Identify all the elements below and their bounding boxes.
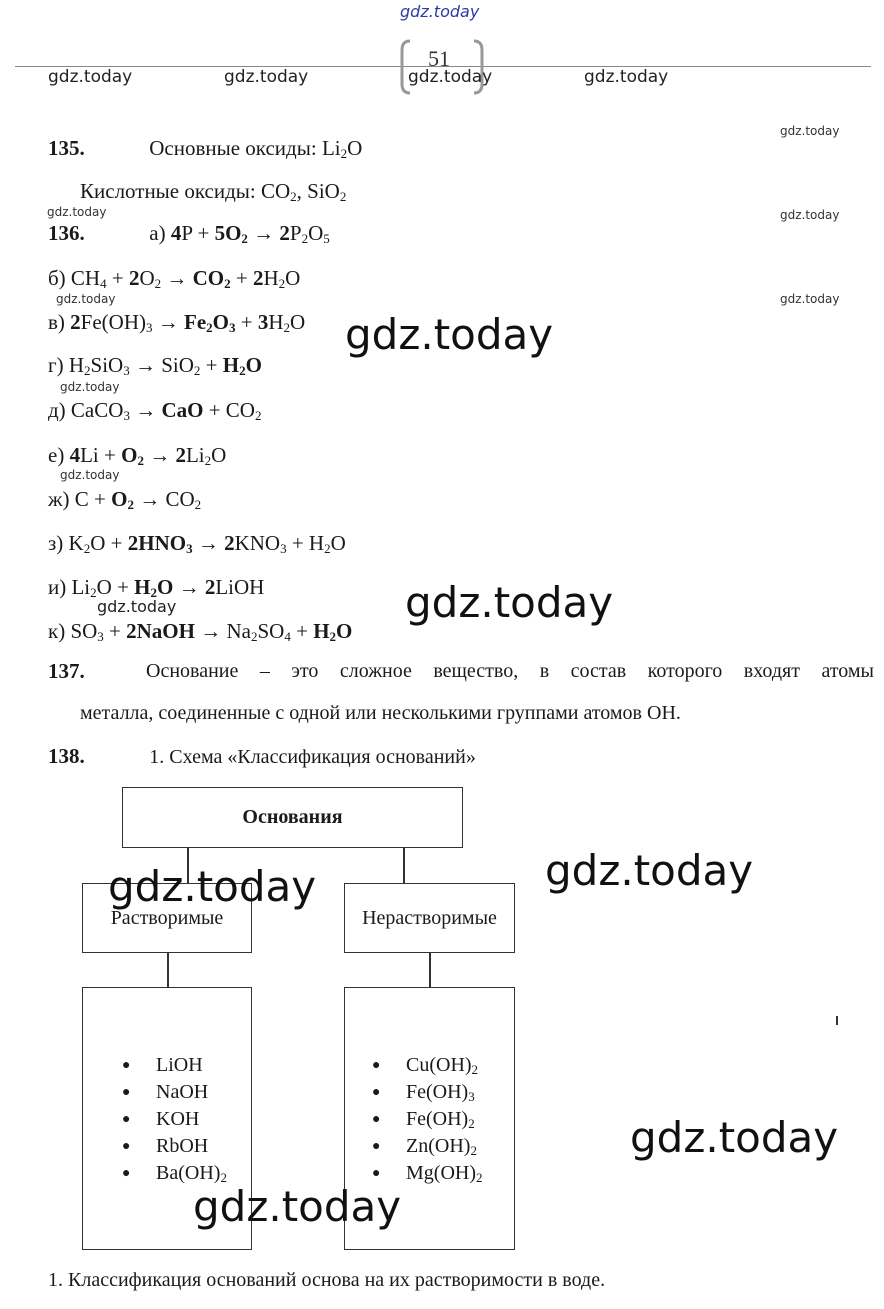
watermark-large: gdz.today xyxy=(630,1113,839,1162)
soluble-list xyxy=(122,1052,227,1187)
bullet-icon: ● xyxy=(122,1112,131,1127)
list-item xyxy=(372,1133,483,1160)
page-number: 51 xyxy=(428,46,450,71)
task-136-line-a xyxy=(48,221,330,245)
watermark-large: gdz.today xyxy=(405,578,614,627)
base-formula: $Cu(OH)_2$ xyxy=(406,1054,479,1077)
watermark-small: gdz.today xyxy=(60,468,120,482)
diagram-root-label: Основания xyxy=(242,806,343,828)
base-formula: LiOH xyxy=(156,1054,203,1076)
base-formula: $Fe(OH)_3$ xyxy=(406,1081,475,1104)
equation-line xyxy=(48,487,201,511)
insoluble-box xyxy=(344,883,515,953)
equation-line xyxy=(48,619,352,643)
list-item xyxy=(122,1052,227,1079)
basic-oxides-label: Основные оксиды: xyxy=(149,136,322,160)
definition-line2: металла, соединенные с одной или несколькими группами атомов OH. xyxy=(80,702,681,724)
equation: е) $4Li + O_2 \to 2Li_2O$ xyxy=(48,443,227,468)
task-number: 136. xyxy=(48,221,85,245)
watermark-header: gdz.today xyxy=(584,67,669,87)
equation: г) $H_2SiO_3 \to SiO_2 + H_2O$ xyxy=(48,353,262,378)
equation-line xyxy=(48,398,261,422)
stray-mark xyxy=(836,1016,838,1025)
equation: а) $4P + 5O_2 \to 2P_2O_5$ xyxy=(149,221,330,246)
task-135-line1 xyxy=(48,136,362,160)
watermark-top: gdz.today xyxy=(400,2,480,21)
list-item xyxy=(372,1106,483,1133)
insoluble-list xyxy=(372,1052,483,1187)
watermark-large: gdz.today xyxy=(345,310,554,359)
bullet-icon: ● xyxy=(372,1112,381,1127)
list-item xyxy=(122,1106,227,1133)
formula: $Li_2O$ xyxy=(321,136,363,161)
connector-line xyxy=(167,953,169,987)
watermark-small: gdz.today xyxy=(780,124,840,138)
equation-line xyxy=(48,443,226,467)
task-137 xyxy=(48,650,874,734)
connector-line xyxy=(403,848,405,883)
base-formula: $Zn(OH)_2$ xyxy=(406,1135,477,1158)
diagram-root-box xyxy=(122,787,463,848)
watermark-small: gdz.today xyxy=(780,292,840,306)
watermark-small: gdz.today xyxy=(60,380,120,394)
equation-line xyxy=(48,310,305,334)
watermark-large: gdz.today xyxy=(108,862,317,911)
bullet-icon: ● xyxy=(372,1139,381,1154)
base-formula: $Fe(OH)_2$ xyxy=(406,1108,475,1131)
list-item xyxy=(372,1079,483,1106)
equation: д) CaCO$_3$ → CaO + $CO_2$ xyxy=(48,398,262,423)
equation: и) $Li_2O + H_2O$ → 2LiOH xyxy=(48,575,265,600)
equation: в) $2Fe(OH)_3 \to Fe_2O_3 + 3H_2O$ xyxy=(48,310,306,335)
equation: ж) $C + O_2 \to CO_2$ xyxy=(48,487,202,512)
bullet-icon: ● xyxy=(372,1058,381,1073)
formula: $CO_2$, SiO$_2$ xyxy=(260,179,347,204)
equation-line xyxy=(48,575,264,599)
acid-oxides-label: Кислотные оксиды: xyxy=(80,179,261,203)
task-number: 135. xyxy=(48,136,85,160)
watermark-small: gdz.today xyxy=(47,205,107,219)
scheme-title: 1. Схема «Классификация оснований» xyxy=(149,746,476,768)
base-formula: RbOH xyxy=(156,1135,209,1157)
bullet-icon: ● xyxy=(122,1058,131,1073)
bullet-icon: ● xyxy=(372,1166,381,1181)
list-item xyxy=(122,1133,227,1160)
watermark-header: gdz.today xyxy=(48,67,133,87)
equation: б) $CH_4 + 2O_2 \to CO_2 + 2H_2O$ xyxy=(48,266,301,291)
bullet-icon: ● xyxy=(122,1139,131,1154)
watermark-large: gdz.today xyxy=(545,846,754,895)
base-formula: $Mg(OH)_2$ xyxy=(406,1162,483,1185)
equation: к) $SO_3$ + 2NaOH → $Na_2SO_4 + H_2O$ xyxy=(48,619,353,644)
task-number: 138. xyxy=(48,744,85,768)
base-formula: KOH xyxy=(156,1108,200,1130)
equation-line xyxy=(48,266,300,290)
equation: з) $K_2O + 2HNO_3 \to 2KNO_3 + H_2O$ xyxy=(48,531,346,556)
equation-line xyxy=(48,531,346,555)
base-formula: NaOH xyxy=(156,1081,209,1103)
watermark-small: gdz.today xyxy=(56,292,116,306)
bullet-icon: ● xyxy=(372,1085,381,1100)
bullet-icon: ● xyxy=(122,1085,131,1100)
insoluble-title: Нерастворимые xyxy=(362,906,497,929)
bullet-icon: ● xyxy=(122,1166,131,1181)
watermark-header: gdz.today xyxy=(408,67,493,87)
watermark-header: gdz.today xyxy=(224,67,309,87)
watermark-small: gdz.today xyxy=(780,208,840,222)
list-item xyxy=(122,1079,227,1106)
watermark-small: gdz.today xyxy=(97,597,177,616)
list-item xyxy=(372,1052,483,1079)
connector-line xyxy=(429,953,431,987)
task-135-line2 xyxy=(80,179,346,203)
base-formula: $Ba(OH)_2$ xyxy=(156,1162,227,1185)
soluble-title: Растворимые xyxy=(110,906,224,929)
watermark-large: gdz.today xyxy=(193,1182,402,1231)
classification-note: 1. Классификация оснований основа на их растворимости в воде. xyxy=(48,1269,606,1291)
task-number: 137. xyxy=(48,659,85,683)
definition-line1: Основание – это сложное вещество, в состав которого входят атомы xyxy=(146,660,874,682)
equation-line xyxy=(48,353,262,377)
task-138-heading xyxy=(48,744,476,769)
